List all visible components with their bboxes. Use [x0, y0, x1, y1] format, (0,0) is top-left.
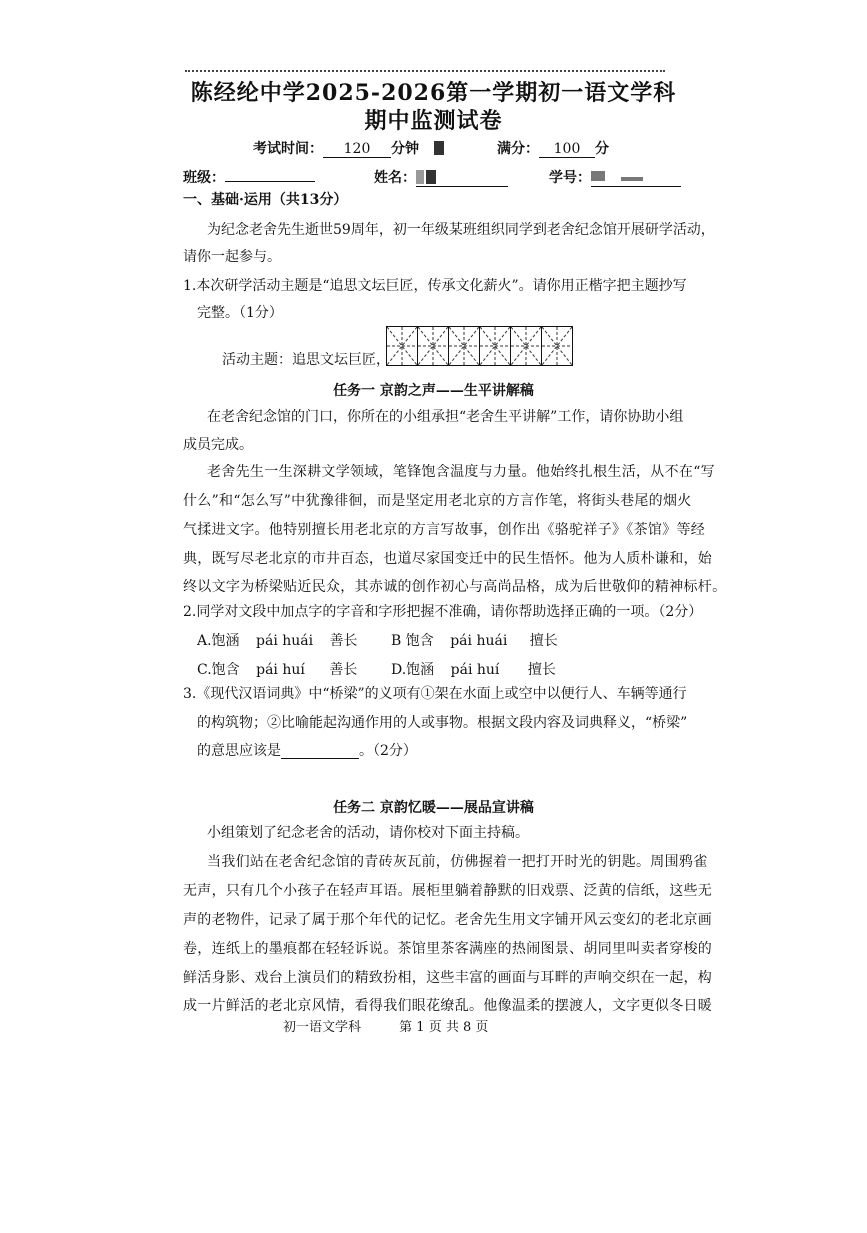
- option-c-pinyin: pái huí: [256, 662, 305, 678]
- option-b-pinyin: pái huái: [450, 633, 508, 649]
- full-score-value: 100: [539, 141, 595, 158]
- class-label: 班级：: [183, 170, 225, 186]
- activity-theme-label: 活动主题：追思文坛巨匠，: [222, 352, 390, 368]
- option-d[interactable]: [391, 659, 556, 679]
- passage-1-line5: 终以文字为桥梁贴近民众，其赤诚的创作初心与高尚品格，成为后世敬仰的精神标杆。: [183, 579, 727, 595]
- answer-blank[interactable]: [281, 740, 359, 759]
- grid-cell[interactable]: [542, 327, 572, 365]
- grid-cell[interactable]: [418, 327, 449, 365]
- redaction-mark: [426, 170, 436, 184]
- footer-page-number: 第 1 页 共 8 页: [399, 1020, 489, 1035]
- option-d-pinyin: pái huí: [450, 662, 500, 678]
- name-label: 姓名：: [374, 170, 416, 186]
- grid-cell[interactable]: [511, 327, 542, 365]
- option-a-pinyin: pái huái: [256, 633, 314, 649]
- full-score-row: [497, 138, 609, 158]
- exam-time-label: 考试时间：: [253, 141, 323, 157]
- question-1-line2: 完整。（1分）: [197, 305, 283, 321]
- class-field: [225, 181, 315, 182]
- option-b-word1: B 饱含: [391, 633, 434, 649]
- grid-cell[interactable]: [480, 327, 511, 365]
- question-3-prompt: 的意思应该是: [197, 743, 281, 759]
- section-intro-line2: 请你一起参与。: [183, 249, 281, 265]
- grid-cell[interactable]: [387, 327, 418, 365]
- task-1-intro-line2: 成员完成。: [183, 437, 253, 453]
- page-footer: [283, 1016, 488, 1035]
- question-2-stem: 2.同学对文段中加点字的字音和字形把握不准确，请你帮助选择正确的一项。（2分）: [183, 604, 703, 620]
- redaction-mark: [416, 170, 424, 184]
- name-field: [416, 170, 508, 187]
- section-intro-line1: 为纪念老舍先生逝世59周年，初一年级某班组织同学到老舍纪念馆开展研学活动，: [207, 222, 715, 238]
- passage-2-line5: 鲜活身影、戏台上演员们的精致扮相，这些丰富的画面与耳畔的声响交织在一起，构: [183, 970, 713, 986]
- passage-2-line2: 无声，只有几个小孩子在轻声耳语。展柜里躺着静默的旧戏票、泛黄的信纸，这些无: [183, 883, 713, 899]
- option-b[interactable]: [391, 630, 558, 650]
- passage-2-line6: 成一片鲜活的老北京风情，看得我们眼花缭乱。他像温柔的摆渡人，文字更似冬日暖: [183, 998, 713, 1014]
- option-c-word1: C.饱含: [197, 662, 240, 678]
- exam-time-value: 120: [323, 141, 391, 158]
- exam-subtitle: 期中监测试卷: [364, 108, 503, 134]
- option-b-word2: 擅长: [529, 633, 558, 649]
- option-a[interactable]: [197, 630, 358, 650]
- option-a-word1: A.饱涵: [197, 633, 240, 649]
- option-c-word2: 善长: [329, 662, 358, 678]
- passage-1-line3: 气揉进文字。他特别擅长用老北京的方言写故事，创作出《骆驼祥子》《茶馆》等经: [183, 522, 706, 538]
- task-1-intro-line1: 在老舍纪念馆的门口，你所在的小组承担“老舍生平讲解”工作，请你协助小组: [207, 409, 684, 425]
- exam-time-unit: 分钟: [391, 141, 419, 157]
- task-2-heading: 任务二 京韵忆暖——展品宣讲稿: [333, 800, 534, 816]
- option-d-word2: 擅长: [527, 662, 556, 678]
- passage-2-line1: 当我们站在老舍纪念馆的青砖灰瓦前，仿佛握着一把打开时光的钥匙。周围鸦雀: [207, 854, 708, 870]
- id-label: 学号：: [549, 170, 591, 186]
- question-3-line2: 的构筑物；②比喻能起沟通作用的人或事物。根据文段内容及词典释义，“桥梁”: [197, 715, 688, 731]
- redaction-mark: [434, 141, 444, 155]
- grid-cell[interactable]: [449, 327, 480, 365]
- redaction-mark: [621, 177, 643, 181]
- question-3-line1: 3.《现代汉语词典》中“桥梁”的义项有①架在水面上或空中以便行人、车辆等通行: [183, 686, 687, 702]
- exam-info-row: [253, 138, 446, 158]
- option-c[interactable]: [197, 659, 357, 679]
- footer-subject: 初一语文学科: [283, 1020, 362, 1035]
- writing-grid[interactable]: [386, 326, 573, 366]
- passage-1-line2: 什么”和“怎么写”中犹豫徘徊，而是坚定用老北京的方言作笔，将街头巷尾的烟火: [183, 493, 692, 509]
- redaction-mark: [591, 171, 605, 181]
- full-score-label: 满分：: [497, 141, 539, 157]
- question-1-line1: 1.本次研学活动主题是“追思文坛巨匠，传承文化薪火”。请你用正楷字把主题抄写: [183, 278, 687, 294]
- id-row: [549, 167, 681, 187]
- task-2-intro: 小组策划了纪念老舍的活动，请你校对下面主持稿。: [207, 825, 529, 841]
- full-score-unit: 分: [595, 141, 609, 157]
- top-divider: [185, 70, 665, 72]
- passage-1-line1: 老舍先生一生深耕文学领域，笔锋饱含温度与力量。他始终扎根生活，从不在“写: [207, 464, 715, 480]
- option-a-word2: 善长: [329, 633, 358, 649]
- student-info-row: [183, 167, 315, 187]
- passage-1-line4: 典，既写尽老北京的市井百态，也道尽家国变迁中的民生悟怀。他为人质朴谦和，始: [183, 551, 713, 567]
- section-heading: 一、基础·运用（共13分）: [183, 192, 348, 208]
- task-1-heading: 任务一 京韵之声——生平讲解稿: [333, 383, 534, 399]
- passage-2-line4: 卷，连纸上的墨痕都在轻轻诉说。茶馆里茶客满座的热闹图景、胡同里叫卖者穿梭的: [183, 941, 713, 957]
- exam-title: 陈经纶中学2025-2026第一学期初一语文学科: [190, 80, 677, 106]
- option-d-word1: D.饱涵: [391, 662, 435, 678]
- name-row: [374, 167, 508, 187]
- question-3-score: 。（2分）: [359, 743, 417, 759]
- id-field: [591, 170, 681, 187]
- question-3-line3: [197, 737, 417, 765]
- passage-2-line3: 声的老物件，记录了属于那个年代的记忆。老舍先生用文字铺开风云变幻的老北京画: [183, 912, 713, 928]
